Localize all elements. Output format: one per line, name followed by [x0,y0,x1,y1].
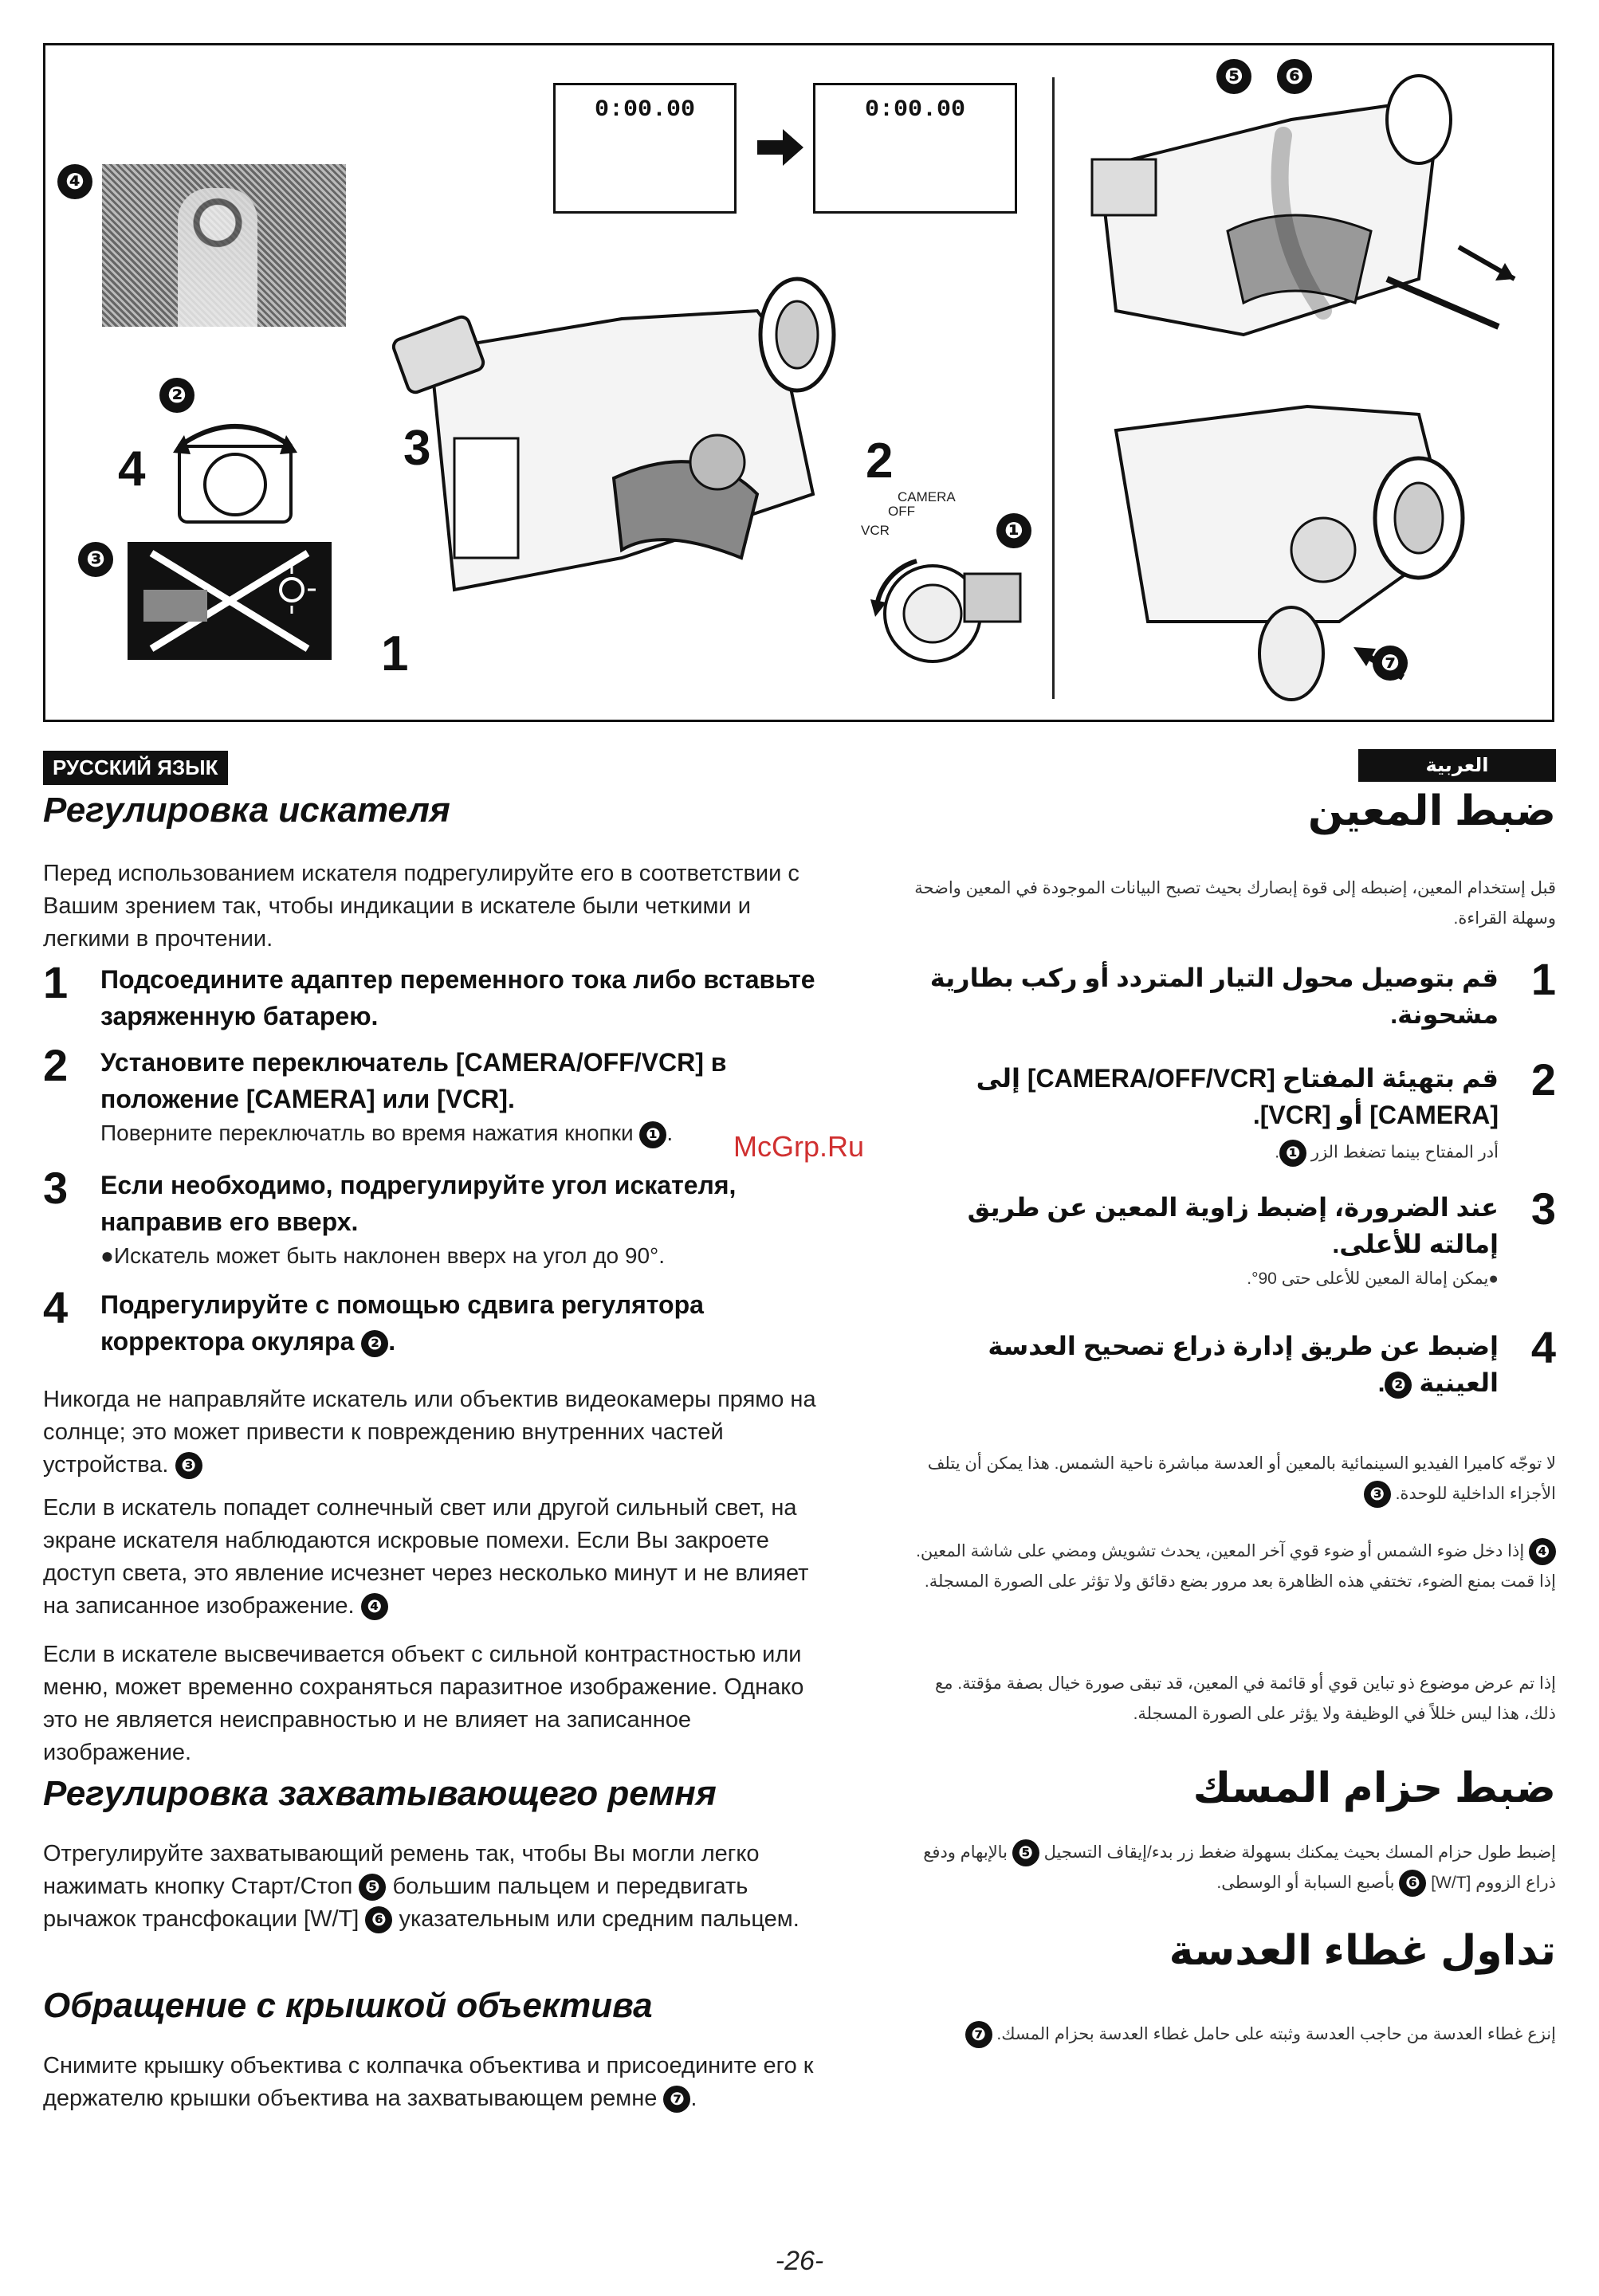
step-title: Если необходимо, подрегулируйте угол искателя, направив его вверх. [100,1171,737,1236]
grip-text-b: بالإبهام ودفع ذراع الزووم [W/T] [923,1843,1556,1892]
step-2-ru [43,1040,824,1156]
step-title: إضبط عن طريق إدارة ذراع تصحيح العدسة العينية ❷. [988,1332,1499,1397]
step-title-text: إضبط عن طريق إدارة ذراع تصحيح العدسة العينية [988,1332,1499,1397]
step-title: قم بتهيئة المفتاح [CAMERA/OFF/VCR] إلى [CAMERA] أو [VCR]. [976,1064,1499,1129]
sparks-ru [43,1492,824,1623]
sun-crossed-icon [128,542,332,660]
afterimage-ru: Если в искателе высвечивается объект с сильной контрастностью или меню, может временно сохраняться паразитное изображение. Однако это не является неисправностью и не влияет на записанное изображение. [43,1642,804,1765]
grip-text-ar [902,1838,1556,1898]
callout-2-inline: ❷ [361,1330,388,1357]
step-4-ar [902,1322,1556,1415]
step-number: 1 [43,957,69,1007]
step-note: أدر المفتاح بينما تضغط الزر ❶. [909,1140,1499,1167]
callout-7-inline: ❼ [965,2021,992,2048]
step-1-ru [43,957,824,1041]
grip-text-c: بأصبع السبابة أو الوسطى. [1216,1874,1395,1892]
grip-text-a: Отрегулируйте захватывающий ремень так, чтобы Вы могли легко нажимать кнопку Старт/Стоп [43,1841,760,1899]
page-number: -26- [775,2246,824,2276]
step-number: 2 [1530,1054,1556,1105]
step-title: Подсоедините адаптер переменного тока либо вставьте заряженную батарею. [100,965,815,1030]
warning-sun-text: Никогда не направляйте искатель или объектив видеокамеры прямо на солнце; это может привести к повреждению внутренних частей устройства. [43,1387,816,1478]
heading-grip-ar: ضبط حزام المسك [1192,1765,1556,1811]
step-num-2: 2 [866,434,894,489]
intro-ar: قبل إستخدام المعين، إضبطه إلى قوة إبصارك بحيث تصبح البيانات الموجودة في المعين واضحة وسهلة القراءة. [914,879,1556,928]
step-number: 2 [43,1040,69,1090]
step-1-ar [902,954,1556,1055]
person-figure [178,188,257,327]
step-title: Подрегулируйте с помощью сдвига регулятора корректора окуляра ❷ . [100,1290,704,1356]
grip-strap-drawing [1084,72,1530,375]
step-note: ●يمكن إمالة المعين للأعلى حتى 90°. [1247,1270,1499,1288]
arrow-right-icon [757,128,805,167]
step-title-text: Подрегулируйте с помощью сдвига регулятора корректора окуляра [100,1290,704,1356]
grip-text-ru [43,1838,824,1936]
watermark: McGrp.Ru [733,1130,865,1163]
step-num-3: 3 [403,421,431,476]
callout-6: ❻ [1277,59,1312,94]
callout-3: ❸ [78,542,113,577]
callout-1: ❶ [996,513,1031,548]
lens-cap-text: Снимите крышку объектива с колпачка объектива и присоедините его к держателю крышки объектива на захватывающем ремне [43,2053,814,2111]
step-number: 1 [1530,954,1556,1004]
step-note-text: أدر المفتاح بينما تضغط الزر [1310,1143,1499,1162]
heading-viewfinder-ru: Регулировка искателя [43,791,450,830]
step-number: 4 [1530,1322,1556,1372]
callout-7: ❼ [1373,646,1408,681]
warning-sun-ru [43,1383,824,1482]
callout-1-inline: ❶ [639,1121,666,1148]
step-note: ●Искатель может быть наклонен вверх на угол до 90°. [100,1243,665,1268]
grip-text-a: إضبط طول حزام المسك بحيث يمكنك بسهولة ضغط زر بدء/إيقاف التسجيل [1043,1843,1556,1862]
callout-4-inline: ❹ [1529,1538,1556,1565]
callout-5-inline: ❺ [1012,1839,1039,1866]
callout-2-inline: ❷ [1385,1372,1412,1399]
lens-cap-text: إنزع غطاء العدسة من حاجب العدسة وثبته على حامل غطاء العدسة بحزام المسك. [996,2025,1556,2043]
callout-3-inline: ❸ [1364,1481,1391,1508]
timecode-box-before [553,83,737,214]
callout-6-inline: ❻ [1399,1870,1426,1897]
step-number: 3 [43,1163,69,1213]
callout-6-inline: ❻ [365,1906,392,1933]
step-4-ru [43,1282,824,1366]
heading-viewfinder-ar: ضبط المعين [1307,788,1556,834]
callout-3-inline: ❸ [175,1452,202,1479]
callout-2: ❷ [159,378,194,413]
step-title: قم بتوصيل محول التيار المتردد أو ركب بطارية مشحونة. [929,964,1499,1029]
no-sun-warning-graphic [128,542,332,660]
step-number: 4 [43,1282,69,1332]
switch-label-camera: CAMERA [898,489,956,504]
callout-5-inline: ❺ [359,1874,386,1901]
afterimage-ar: إذا تم عرض موضوع ذو تباين قوي أو قائمة في المعين، قد تبقى صورة خيال بصفة مؤقتة. مع ذلك، هذا ليس خللاً في الوظيفة ولا يؤثر على الصورة المسجلة. [935,1674,1556,1723]
switch-label-vcr: VCR [861,523,890,538]
step-title: Установите переключатель [CAMERA/OFF/VCR] в положение [CAMERA] или [VCR]. [100,1048,727,1113]
step-3-ru [43,1163,824,1278]
camcorder-drawing [383,255,893,622]
step-3-ar [902,1183,1556,1309]
viewfinder-sparks-photo [102,164,346,327]
step-note-text: Поверните переключатль во время нажатия кнопки [100,1121,634,1145]
language-label-arabic: العربية [1358,749,1556,782]
eyepiece-lever-diagram [163,414,307,526]
callout-4: ❹ [57,164,92,199]
timecode-before: 0:00.00 [594,96,696,124]
callout-5: ❺ [1216,59,1251,94]
step-num-4: 4 [118,442,146,496]
heading-grip-ru: Регулировка захватывающего ремня [43,1774,717,1813]
intro-ru: Перед использованием искателя подрегулируйте его в соответствии с Вашим зрением так, чтобы индикации в искателе были четкими и легкими в прочтении. [43,861,800,952]
sparks-text: Если в искатель попадет солнечный свет или другой сильный свет, на экране искателя наблюдаются искровые помехи. Если Вы закроете доступ света, это явление исчезнет через несколько минут и не влияет на записанное изображение. [43,1495,809,1619]
mode-dial-drawing [869,550,1036,669]
heading-lens-cap-ru: Обращение с крышкой объектива [43,1986,653,2025]
warning-sun-text: لا توجّه كاميرا الفيديو السينمائية بالمعين أو العدسة مباشرة ناحية الشمس. هذا يمكن أن يتلف الأجزاء الداخلية للوحدة. [927,1454,1556,1503]
switch-label-off: OFF [888,504,915,519]
step-num-1: 1 [381,626,409,681]
lens-cap-drawing [1100,383,1515,709]
step-note: Поверните переключатль во время нажатия кнопки ❶ . [100,1121,834,1148]
callout-1-inline: ❶ [1279,1140,1306,1167]
sparks-ar [902,1537,1556,1597]
heading-lens-cap-ar: تداول غطاء العدسة [1169,1928,1556,1974]
lens-cap-text-ru: Снимите крышку объектива с колпачка объектива и присоедините его к держателю крышки объектива на захватывающем ремне ❼ . [43,2050,824,2115]
language-label-russian: РУССКИЙ ЯЗЫК [43,751,228,785]
sparks-text: إذا دخل ضوء الشمس أو ضوء قوي آخر المعين، يحدث تشويش ومضي على شاشة المعين. إذا قمت بمنع الضوء، تختفي هذه الظاهرة بعد مرور بضع دقائق ولا تؤثر على الصورة المسجلة. [916,1542,1556,1591]
timecode-box-after [813,83,1017,214]
step-number: 3 [1530,1183,1556,1234]
warning-sun-ar [902,1449,1556,1509]
step-2-ar [902,1054,1556,1179]
callout-4-inline: ❹ [361,1593,388,1620]
step-title: عند الضرورة، إضبط زاوية المعين عن طريق إمالته للأعلى. [967,1193,1499,1258]
grip-text-b: большим пальцем и передвигать рычажок трансфокации [W/T] [43,1874,748,1932]
callout-7-inline: ❼ [663,2086,690,2113]
lens-cap-text-ar [902,2019,1556,2050]
timecode-after: 0:00.00 [864,96,966,124]
grip-text-c: указательным или средним пальцем. [399,1906,800,1932]
panel-divider [1052,77,1055,699]
